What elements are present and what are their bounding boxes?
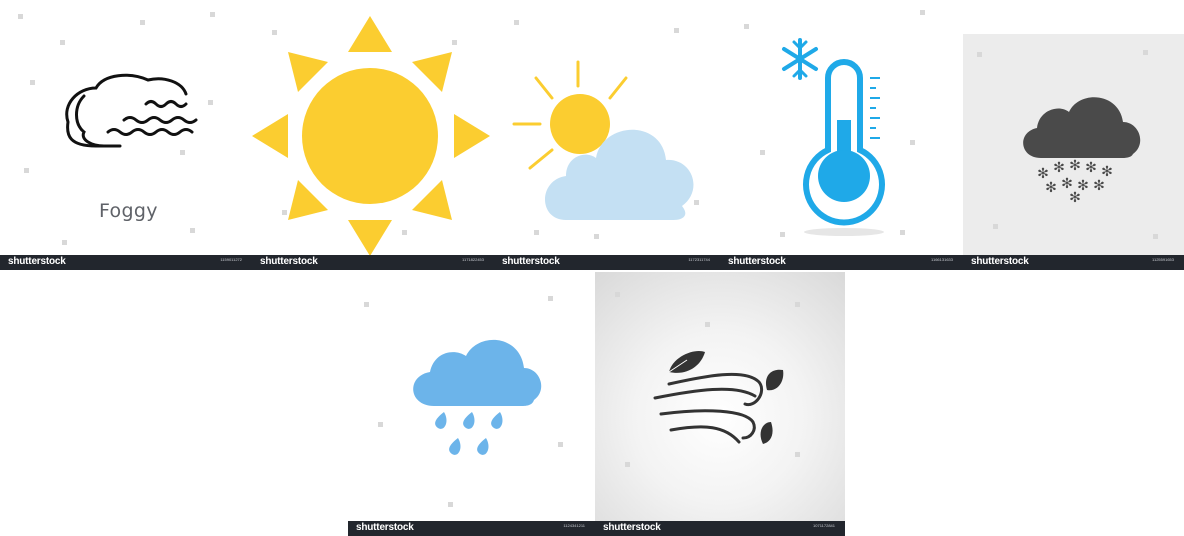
- shutterstock-logo: shutterstock: [502, 256, 560, 267]
- watermark-bar: [963, 255, 1184, 270]
- weather-tile-foggy: [0, 0, 252, 270]
- weather-tile-cold: [720, 0, 963, 270]
- shutterstock-logo: shutterstock: [8, 256, 66, 267]
- watermark-bar: [720, 255, 963, 270]
- weather-tile-wind: [595, 272, 845, 536]
- weather-tile-sunny: [252, 0, 494, 270]
- weather-tile-rain: [348, 272, 595, 536]
- shutterstock-logo: shutterstock: [603, 522, 661, 533]
- stock-id: 1125591653: [1152, 257, 1174, 262]
- shutterstock-logo: shutterstock: [728, 256, 786, 267]
- shutterstock-logo: shutterstock: [356, 522, 414, 533]
- shutterstock-logo: shutterstock: [971, 256, 1029, 267]
- svg-text:✻: ✻: [1053, 160, 1065, 176]
- svg-text:✻: ✻: [1045, 180, 1057, 196]
- snowflake-icon: [784, 40, 816, 78]
- watermark-bar: [494, 255, 720, 270]
- stock-id: 1166131633: [931, 257, 953, 262]
- watermark-bar: [348, 521, 595, 536]
- shutterstock-logo: shutterstock: [260, 256, 318, 267]
- foggy-label: Foggy: [99, 200, 158, 222]
- stock-id: 1172311744: [688, 257, 710, 262]
- weather-tile-snow: [963, 34, 1184, 270]
- stock-id: 1159011272: [220, 257, 242, 262]
- snow-cloud-icon: [963, 34, 1184, 270]
- watermark-bar: [252, 255, 494, 270]
- partly-cloudy-icon: [494, 0, 720, 270]
- svg-text:✻: ✻: [1077, 178, 1089, 194]
- fog-icon: [0, 0, 252, 270]
- svg-text:✻: ✻: [1085, 160, 1097, 176]
- wind-leaves-icon: [595, 272, 845, 536]
- svg-text:✻: ✻: [1037, 166, 1049, 182]
- rain-cloud-icon: [348, 272, 595, 536]
- svg-text:✻: ✻: [1093, 178, 1105, 194]
- svg-text:✻: ✻: [1069, 190, 1081, 206]
- watermark-bar: [0, 255, 252, 270]
- watermark-bar: [595, 521, 845, 536]
- cold-thermometer-icon: [720, 0, 963, 270]
- svg-text:✻: ✻: [1069, 158, 1081, 174]
- svg-text:✻: ✻: [1101, 164, 1113, 180]
- sun-icon: [252, 0, 494, 270]
- stock-id: 1124341211: [563, 523, 585, 528]
- stock-id: 1171822453: [462, 257, 484, 262]
- stock-id: 1071172841: [813, 523, 835, 528]
- svg-text:✻: ✻: [1061, 176, 1073, 192]
- weather-tile-partly-cloudy: [494, 0, 720, 270]
